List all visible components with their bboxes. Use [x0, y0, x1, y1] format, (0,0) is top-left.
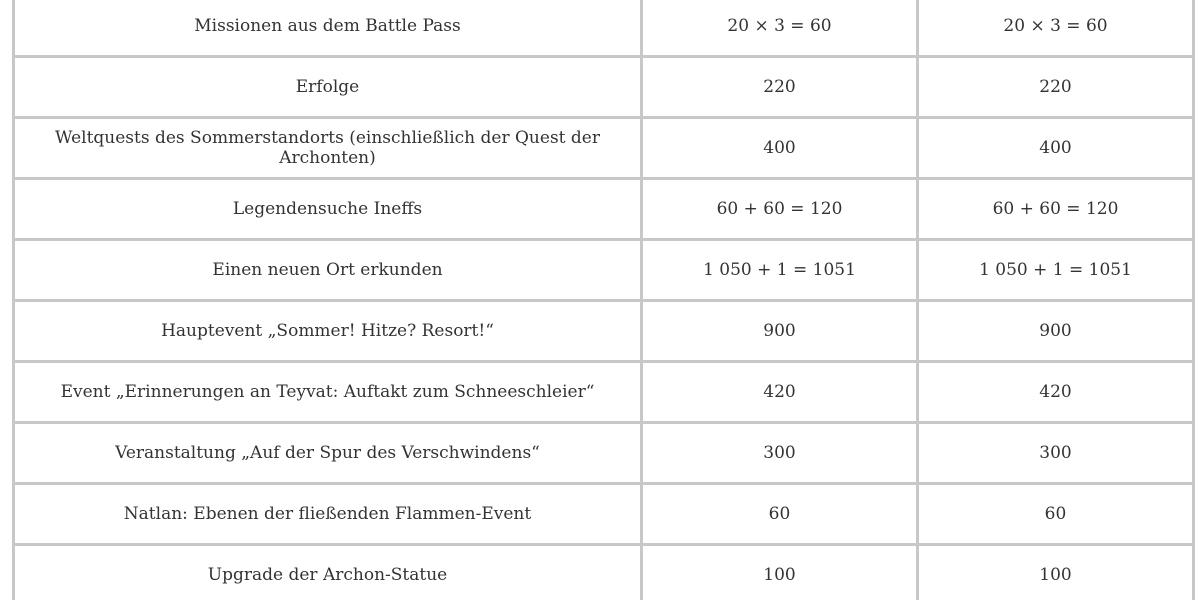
value-cell: 400 [918, 118, 1194, 179]
value-cell: 60 [642, 484, 918, 545]
table-row [14, 118, 1194, 179]
value-cell: 20 × 3 = 60 [642, 0, 918, 57]
value-cell: 1 050 + 1 = 1051 [918, 240, 1194, 301]
value-cell: 100 [918, 545, 1194, 600]
source-cell: Event „Erinnerungen an Teyvat: Auftakt zum Schneeschleier“ [14, 362, 642, 423]
value-cell: 300 [642, 423, 918, 484]
value-cell: 60 [918, 484, 1194, 545]
table-row [14, 240, 1194, 301]
value-cell: 900 [918, 301, 1194, 362]
value-cell: 220 [642, 57, 918, 118]
table-row [14, 179, 1194, 240]
table-row [14, 0, 1194, 57]
value-cell: 420 [918, 362, 1194, 423]
source-cell: Missionen aus dem Battle Pass [14, 0, 642, 57]
value-cell: 60 + 60 = 120 [918, 179, 1194, 240]
value-cell: 300 [918, 423, 1194, 484]
value-cell: 60 + 60 = 120 [642, 179, 918, 240]
value-cell: 220 [918, 57, 1194, 118]
source-cell: Erfolge [14, 57, 642, 118]
table-row [14, 423, 1194, 484]
table-row [14, 545, 1194, 600]
value-cell: 420 [642, 362, 918, 423]
table-row [14, 301, 1194, 362]
source-cell: Veranstaltung „Auf der Spur des Verschwindens“ [14, 423, 642, 484]
source-cell: Upgrade der Archon-Statue [14, 545, 642, 600]
value-cell: 20 × 3 = 60 [918, 0, 1194, 57]
value-cell: 400 [642, 118, 918, 179]
source-cell: Weltquests des Sommerstandorts (einschließlich der Quest der Archonten) [14, 118, 642, 179]
source-cell: Hauptevent „Sommer! Hitze? Resort!“ [14, 301, 642, 362]
table-row [14, 484, 1194, 545]
value-cell: 900 [642, 301, 918, 362]
table-row [14, 362, 1194, 423]
rewards-table [12, 0, 1195, 600]
value-cell: 1 050 + 1 = 1051 [642, 240, 918, 301]
source-cell: Legendensuche Ineffs [14, 179, 642, 240]
source-cell: Einen neuen Ort erkunden [14, 240, 642, 301]
source-cell: Natlan: Ebenen der fließenden Flammen-Event [14, 484, 642, 545]
table-row [14, 57, 1194, 118]
value-cell: 100 [642, 545, 918, 600]
